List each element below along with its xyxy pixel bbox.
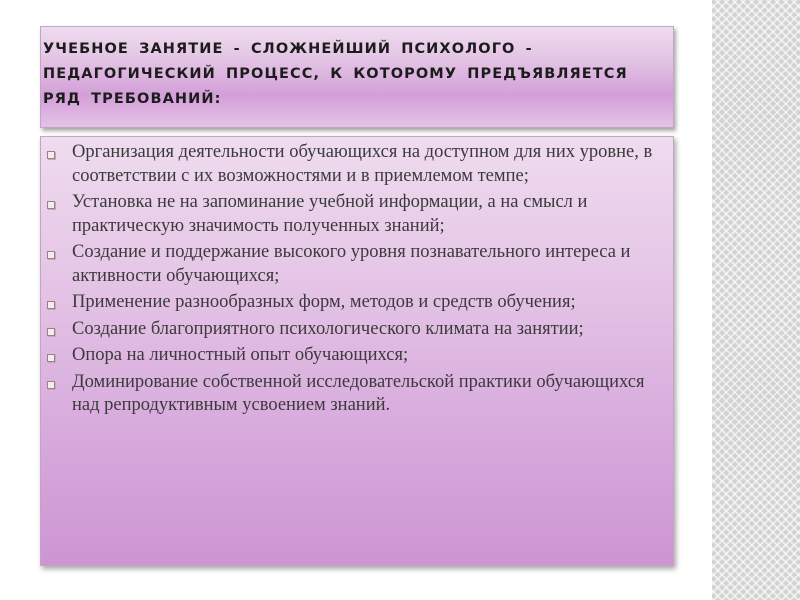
square-bullet-icon <box>47 201 55 209</box>
square-bullet-icon <box>47 151 55 159</box>
list-item <box>41 191 671 238</box>
square-bullet-icon <box>47 381 55 389</box>
list-item-text: Установка не на запоминание учебной информации, а на смысл и практическую значимость полученных знаний; <box>72 192 588 236</box>
list-item-text: Организация деятельности обучающихся на доступном для них уровне, в соответствии с их возможностями и в приемлемом темпе; <box>72 142 653 186</box>
list-item-text: Доминирование собственной исследовательской практики обучающихся над репродуктивным усвоением знаний. <box>72 371 645 415</box>
list-item-text: Создание благоприятного психологического климата на занятии; <box>72 318 584 339</box>
list-item <box>41 141 671 188</box>
list-item <box>41 241 671 288</box>
slide-title: УЧЕБНОЕ ЗАНЯТИЕ - СЛОЖНЕЙШИЙ ПСИХОЛОГО - ПЕДАГОГИЧЕСКИЙ ПРОЦЕСС, К КОТОРОМУ ПРЕДЪЯВЛЯЕТСЯ РЯД ТРЕБОВАНИЙ: <box>43 41 628 107</box>
decorative-side-strip <box>712 0 800 600</box>
list-item <box>41 291 671 315</box>
list-item-text: Создание и поддержание высокого уровня познавательного интереса и активности обучающихся; <box>72 242 631 286</box>
list-item <box>41 371 671 418</box>
list-item-text: Применение разнообразных форм, методов и средств обучения; <box>72 292 576 312</box>
list-item-text: Опора на личностный опыт обучающихся; <box>72 345 409 365</box>
title-panel <box>40 26 674 128</box>
square-bullet-icon <box>47 301 55 309</box>
list-item <box>41 318 671 342</box>
list-item <box>41 344 671 368</box>
content-panel <box>40 136 674 566</box>
square-bullet-icon <box>47 328 55 336</box>
square-bullet-icon <box>47 251 55 259</box>
requirements-list <box>41 141 671 421</box>
square-bullet-icon <box>47 354 55 362</box>
